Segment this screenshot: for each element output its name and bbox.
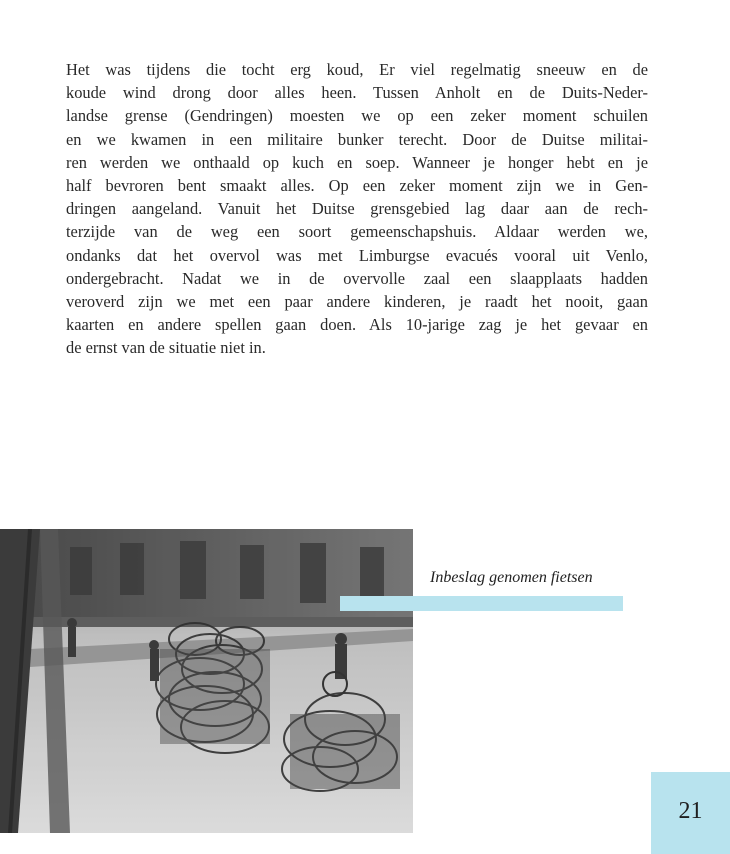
text-line: terzijde van de weg een soort gemeenschapshuis. Aldaar werden we, [66, 222, 648, 242]
text-line: en we kwamen in een militaire bunker terecht. Door de Duitse militai- [66, 129, 648, 149]
text-line: Het was tijdens die tocht erg koud, Er viel regelmatig sneeuw en de [66, 60, 648, 79]
text-line: half bevroren bent smaakt alles. Op een zeker moment zijn we in Gen- [66, 176, 648, 196]
text-line: dringen aangeland. Vanuit het Duitse grensgebied lag daar aan de rech- [66, 199, 648, 219]
page-number-box [651, 772, 730, 854]
text-line: landse grense (Gendringen) moesten we op een zeker moment schuilen [66, 106, 648, 126]
text-line: koude wind drong door alles heen. Tussen Anholt en de Duits-Neder- [66, 83, 648, 103]
text-line: de ernst van de situatie niet in. [66, 338, 266, 358]
page-number: 21 [678, 798, 703, 824]
caption-accent-bar [340, 596, 623, 611]
text-line: ondanks dat het overvol was met Limburgse evacués vooral uit Venlo, [66, 245, 648, 265]
photo-caption: Inbeslag genomen fietsen [430, 569, 593, 586]
text-line: kaarten en andere spellen gaan doen. Als 10-jarige zag je het gevaar en [66, 315, 648, 335]
text-line: ren werden we onthaald op kuch en soep. Wanneer je honger hebt en je [66, 152, 648, 172]
body-paragraph [66, 58, 648, 360]
text-line: ondergebracht. Nadat we in de overvolle zaal een slaapplaats hadden [66, 268, 648, 288]
photo-illustration [0, 529, 413, 833]
text-line: veroverd zijn we met een paar andere kinderen, je raadt het nooit, gaan [66, 292, 648, 312]
historic-photo [0, 529, 413, 833]
